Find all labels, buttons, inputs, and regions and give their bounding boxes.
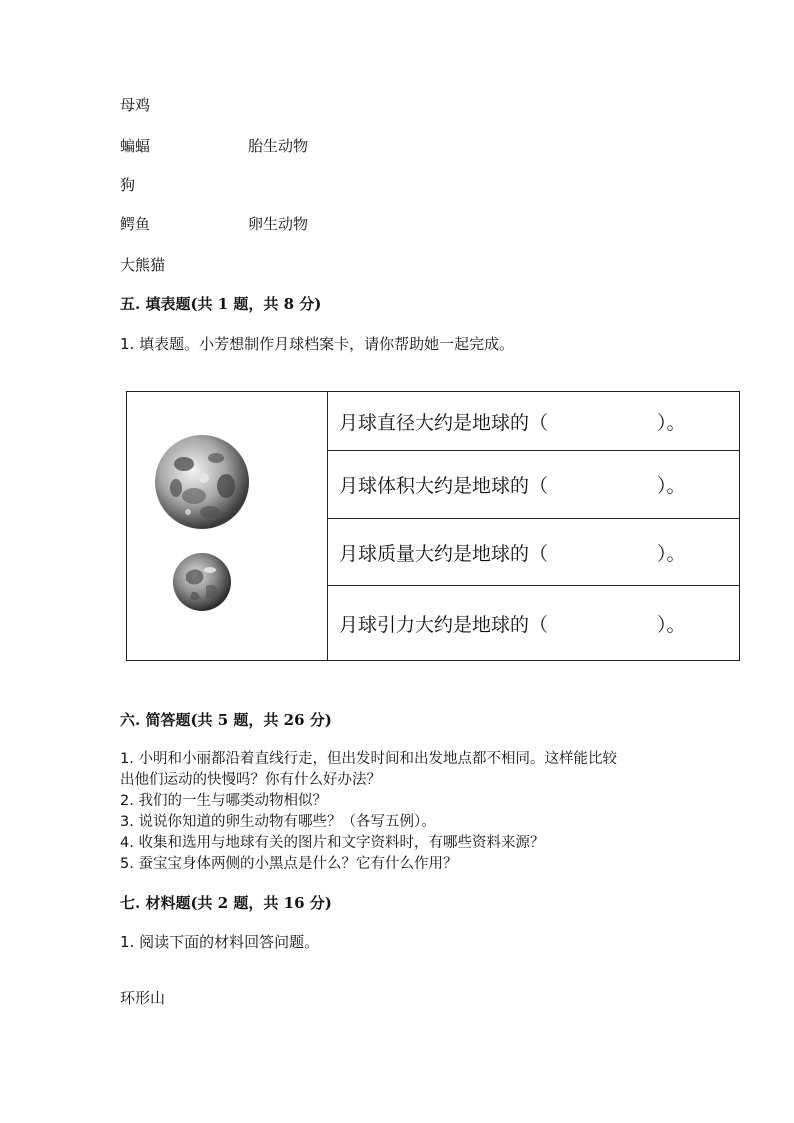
section6-question-4: 4. 收集和选用与地球有关的图片和文字资料时，有哪些资料来源？ (120, 835, 545, 851)
section5-question: 1. 填表题。小芳想制作月球档案卡，请你帮助她一起完成。 (120, 335, 515, 353)
moon-diameter-row (328, 392, 739, 451)
earth-image (172, 552, 232, 612)
match-right-viviparous: 胎生动物 (248, 137, 309, 155)
moon-mass-prefix: 月球质量大约是地球的（ (339, 542, 549, 565)
moon-mass-row (328, 519, 739, 586)
section6-heading: 六. 简答题(共 5 题，共 26 分) (120, 711, 332, 729)
section6-question-5: 5. 蚕宝宝身体两侧的小黑点是什么？它有什么作用？ (120, 856, 458, 872)
match-left-dog: 狗 (120, 176, 136, 194)
match-left-crocodile: 鳄鱼 (120, 215, 151, 233)
material-title: 环形山 (120, 989, 166, 1007)
section6-question-list (120, 749, 680, 875)
match-left-hen: 母鸡 (120, 96, 151, 114)
section6-question-3: 3. 说说你知道的卵生动物有哪些？（各写五例）。 (120, 814, 436, 830)
match-left-bat: 蝙蝠 (120, 137, 151, 155)
planets-image-cell (127, 392, 328, 660)
match-left-panda: 大熊猫 (120, 256, 166, 274)
section7-heading: 七. 材料题(共 2 题，共 16 分) (120, 894, 332, 912)
section7-question: 1. 阅读下面的材料回答问题。 (120, 933, 320, 951)
moon-gravity-row (328, 586, 739, 660)
moon-gravity-prefix: 月球引力大约是地球的（ (339, 613, 549, 636)
moon-diameter-suffix: ）。 (657, 411, 686, 434)
section6-question-1a: 1. 小明和小丽都沿着直线行走，但出发时间和出发地点都不相同。这样能比较 (120, 751, 617, 767)
moon-volume-prefix: 月球体积大约是地球的（ (339, 475, 549, 497)
section5-heading: 五. 填表题(共 1 题，共 8 分) (120, 295, 322, 313)
section6-question-2: 2. 我们的一生与哪类动物相似？ (120, 793, 327, 809)
moon-mass-suffix: ）。 (657, 542, 686, 565)
moon-image (154, 434, 250, 530)
moon-diameter-prefix: 月球直径大约是地球的（ (339, 411, 549, 434)
moon-gravity-suffix: ）。 (657, 613, 686, 636)
match-right-oviparous: 卵生动物 (248, 215, 309, 233)
section6-question-1b: 出他们运动的快慢吗？你有什么好办法？ (120, 772, 381, 788)
moon-profile-table (126, 391, 740, 661)
moon-volume-suffix: ）。 (657, 475, 686, 497)
moon-volume-row (328, 451, 739, 519)
